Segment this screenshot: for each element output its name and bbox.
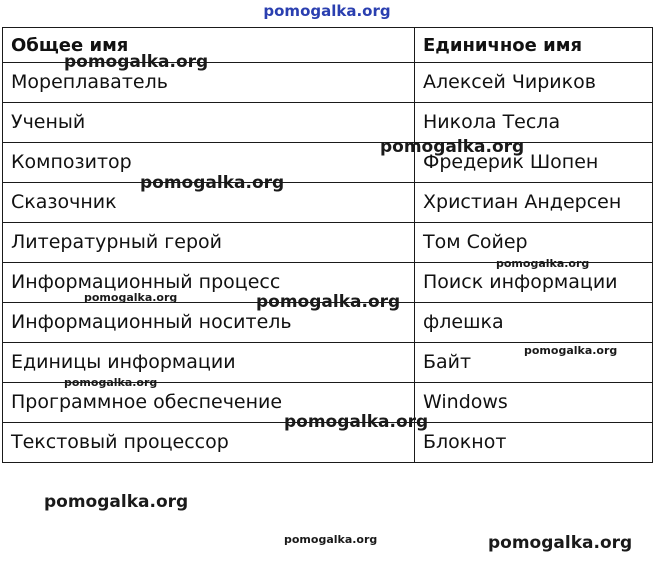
table-row [3,383,653,423]
table-row [3,103,653,143]
watermark-text: pomogalka.org [524,344,618,357]
cell-single: Том Сойер [415,223,653,263]
table-row [3,303,653,343]
cell-single: Блокнот [415,423,653,463]
watermark-text: pomogalka.org [488,533,633,553]
cell-single: Фредерик Шопен [415,143,653,183]
cell-single: Никола Тесла [415,103,653,143]
cell-general: Информационный процесс [3,263,415,303]
table-row [3,223,653,263]
watermark-text: pomogalka.org [44,492,189,512]
watermark-text: pomogalka.org [140,173,285,193]
cell-general: Информационный носитель [3,303,415,343]
table-row [3,423,653,463]
cell-general: Литературный герой [3,223,415,263]
cell-single: Windows [415,383,653,423]
table-row [3,263,653,303]
watermark-text: pomogalka.org [380,137,525,157]
watermark-text: pomogalka.org [284,412,429,432]
table-row [3,143,653,183]
watermark-text: pomogalka.org [284,533,378,546]
names-table [2,27,653,463]
watermark-text: pomogalka.org [84,291,178,304]
cell-general: Композитор [3,143,415,183]
cell-single: флешка [415,303,653,343]
cell-general: Единицы информации [3,343,415,383]
table-row [3,63,653,103]
watermark-text: pomogalka.org [64,52,209,72]
cell-single: Алексей Чириков [415,63,653,103]
table-row [3,183,653,223]
cell-single: Байт [415,343,653,383]
watermark-text: pomogalka.org [496,257,590,270]
watermark-top: pomogalka.org [263,2,391,20]
cell-general: Мореплаватель [3,63,415,103]
cell-general: Программное обеспечение [3,383,415,423]
cell-single: Христиан Андерсен [415,183,653,223]
cell-general: Ученый [3,103,415,143]
header-single-name: Единичное имя [415,28,653,63]
cell-single: Поиск информации [415,263,653,303]
header-general-name: Общее имя [3,28,415,63]
table-header-row [3,28,653,63]
table-row [3,343,653,383]
watermark-text: pomogalka.org [256,292,401,312]
watermark-text: pomogalka.org [64,376,158,389]
cell-general: Текстовый процессор [3,423,415,463]
cell-general: Сказочник [3,183,415,223]
